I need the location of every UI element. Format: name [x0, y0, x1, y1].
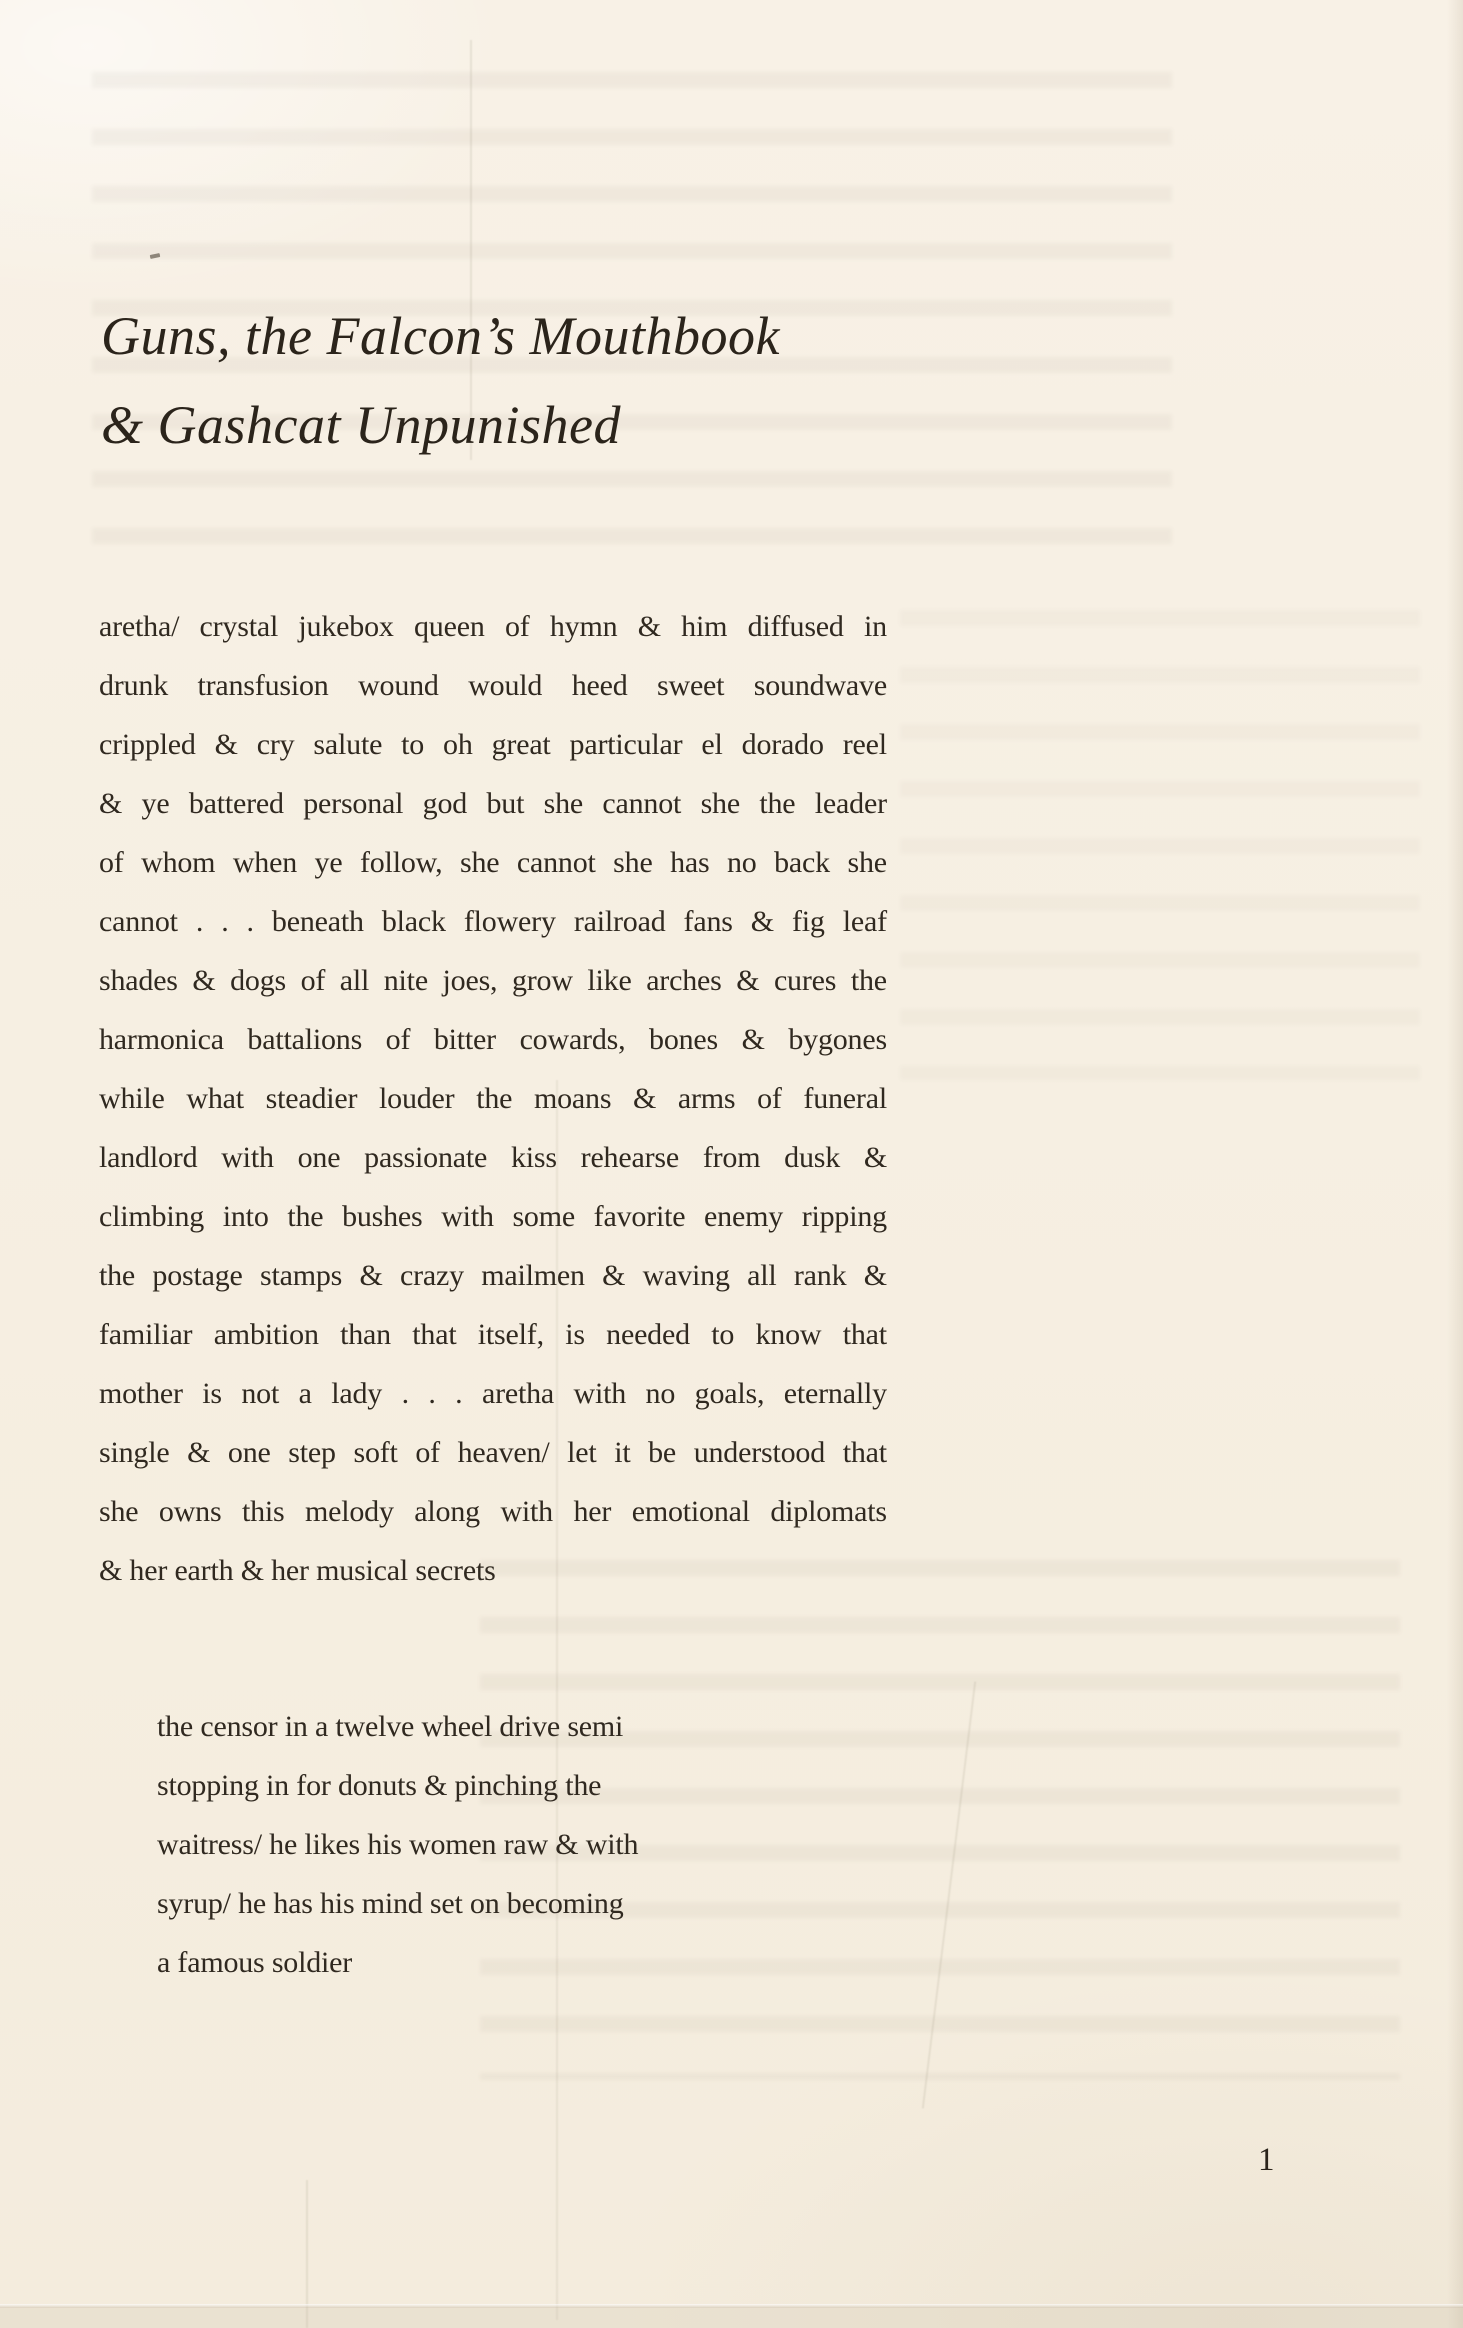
- bleed-through-texture-right: [900, 610, 1420, 1080]
- poem-line: stopping in for donuts & pinching the: [157, 1769, 602, 1802]
- poem-line: mother is not a lady . . . aretha with no goals, eternally: [99, 1377, 887, 1410]
- poem-line: landlord with one passionate kiss rehearse from dusk &: [99, 1141, 887, 1174]
- page-bottom-edge: [0, 2304, 1463, 2308]
- paper-crease: [922, 1681, 976, 2108]
- poem-line: drunk transfusion wound would heed sweet soundwave: [99, 669, 887, 702]
- poem-line: cannot . . . beneath black flowery railroad fans & fig leaf: [99, 905, 887, 938]
- poem-line: crippled & cry salute to oh great particular el dorado reel: [99, 728, 887, 761]
- poem-line: she owns this melody along with her emotional diplomats: [99, 1495, 887, 1528]
- page-bottom-strip: [0, 2308, 1463, 2328]
- poem-title-line-2: & Gashcat Unpunished: [101, 395, 621, 455]
- ink-speck: [150, 253, 161, 259]
- paper-crease: [306, 2180, 308, 2328]
- poem-line: waitress/ he likes his women raw & with: [157, 1828, 639, 1861]
- page-edge-shadow: [1447, 0, 1463, 2328]
- poem-line: climbing into the bushes with some favorite enemy ripping: [99, 1200, 887, 1233]
- poem-line: the postage stamps & crazy mailmen & waving all rank &: [99, 1259, 887, 1292]
- poem-line: a famous soldier: [157, 1946, 353, 1979]
- poem-line: aretha/ crystal jukebox queen of hymn & him diffused in: [99, 610, 887, 643]
- poem-title-line-1: Guns, the Falcon’s Mouthbook: [101, 306, 780, 366]
- poem-line: & her earth & her musical secrets: [99, 1554, 496, 1587]
- poem-line: single & one step soft of heaven/ let it be understood that: [99, 1436, 887, 1469]
- poem-line: of whom when ye follow, she cannot she has no back she: [99, 846, 887, 879]
- poem-line: syrup/ he has his mind set on becoming: [157, 1887, 624, 1920]
- poem-title: [101, 292, 1001, 470]
- poem-line: familiar ambition than that itself, is needed to know that: [99, 1318, 887, 1351]
- stanza-1: [99, 597, 887, 1600]
- stanza-2: [157, 1697, 638, 1992]
- poem-line: the censor in a twelve wheel drive semi: [157, 1710, 624, 1743]
- poem-line: & ye battered personal god but she cannot she the leader: [99, 787, 887, 820]
- poem-line: shades & dogs of all nite joes, grow like arches & cures the: [99, 964, 887, 997]
- page-number: 1: [1258, 2142, 1275, 2178]
- poem-line: harmonica battalions of bitter cowards, bones & bygones: [99, 1023, 887, 1056]
- poem-line: while what steadier louder the moans & arms of funeral: [99, 1082, 887, 1115]
